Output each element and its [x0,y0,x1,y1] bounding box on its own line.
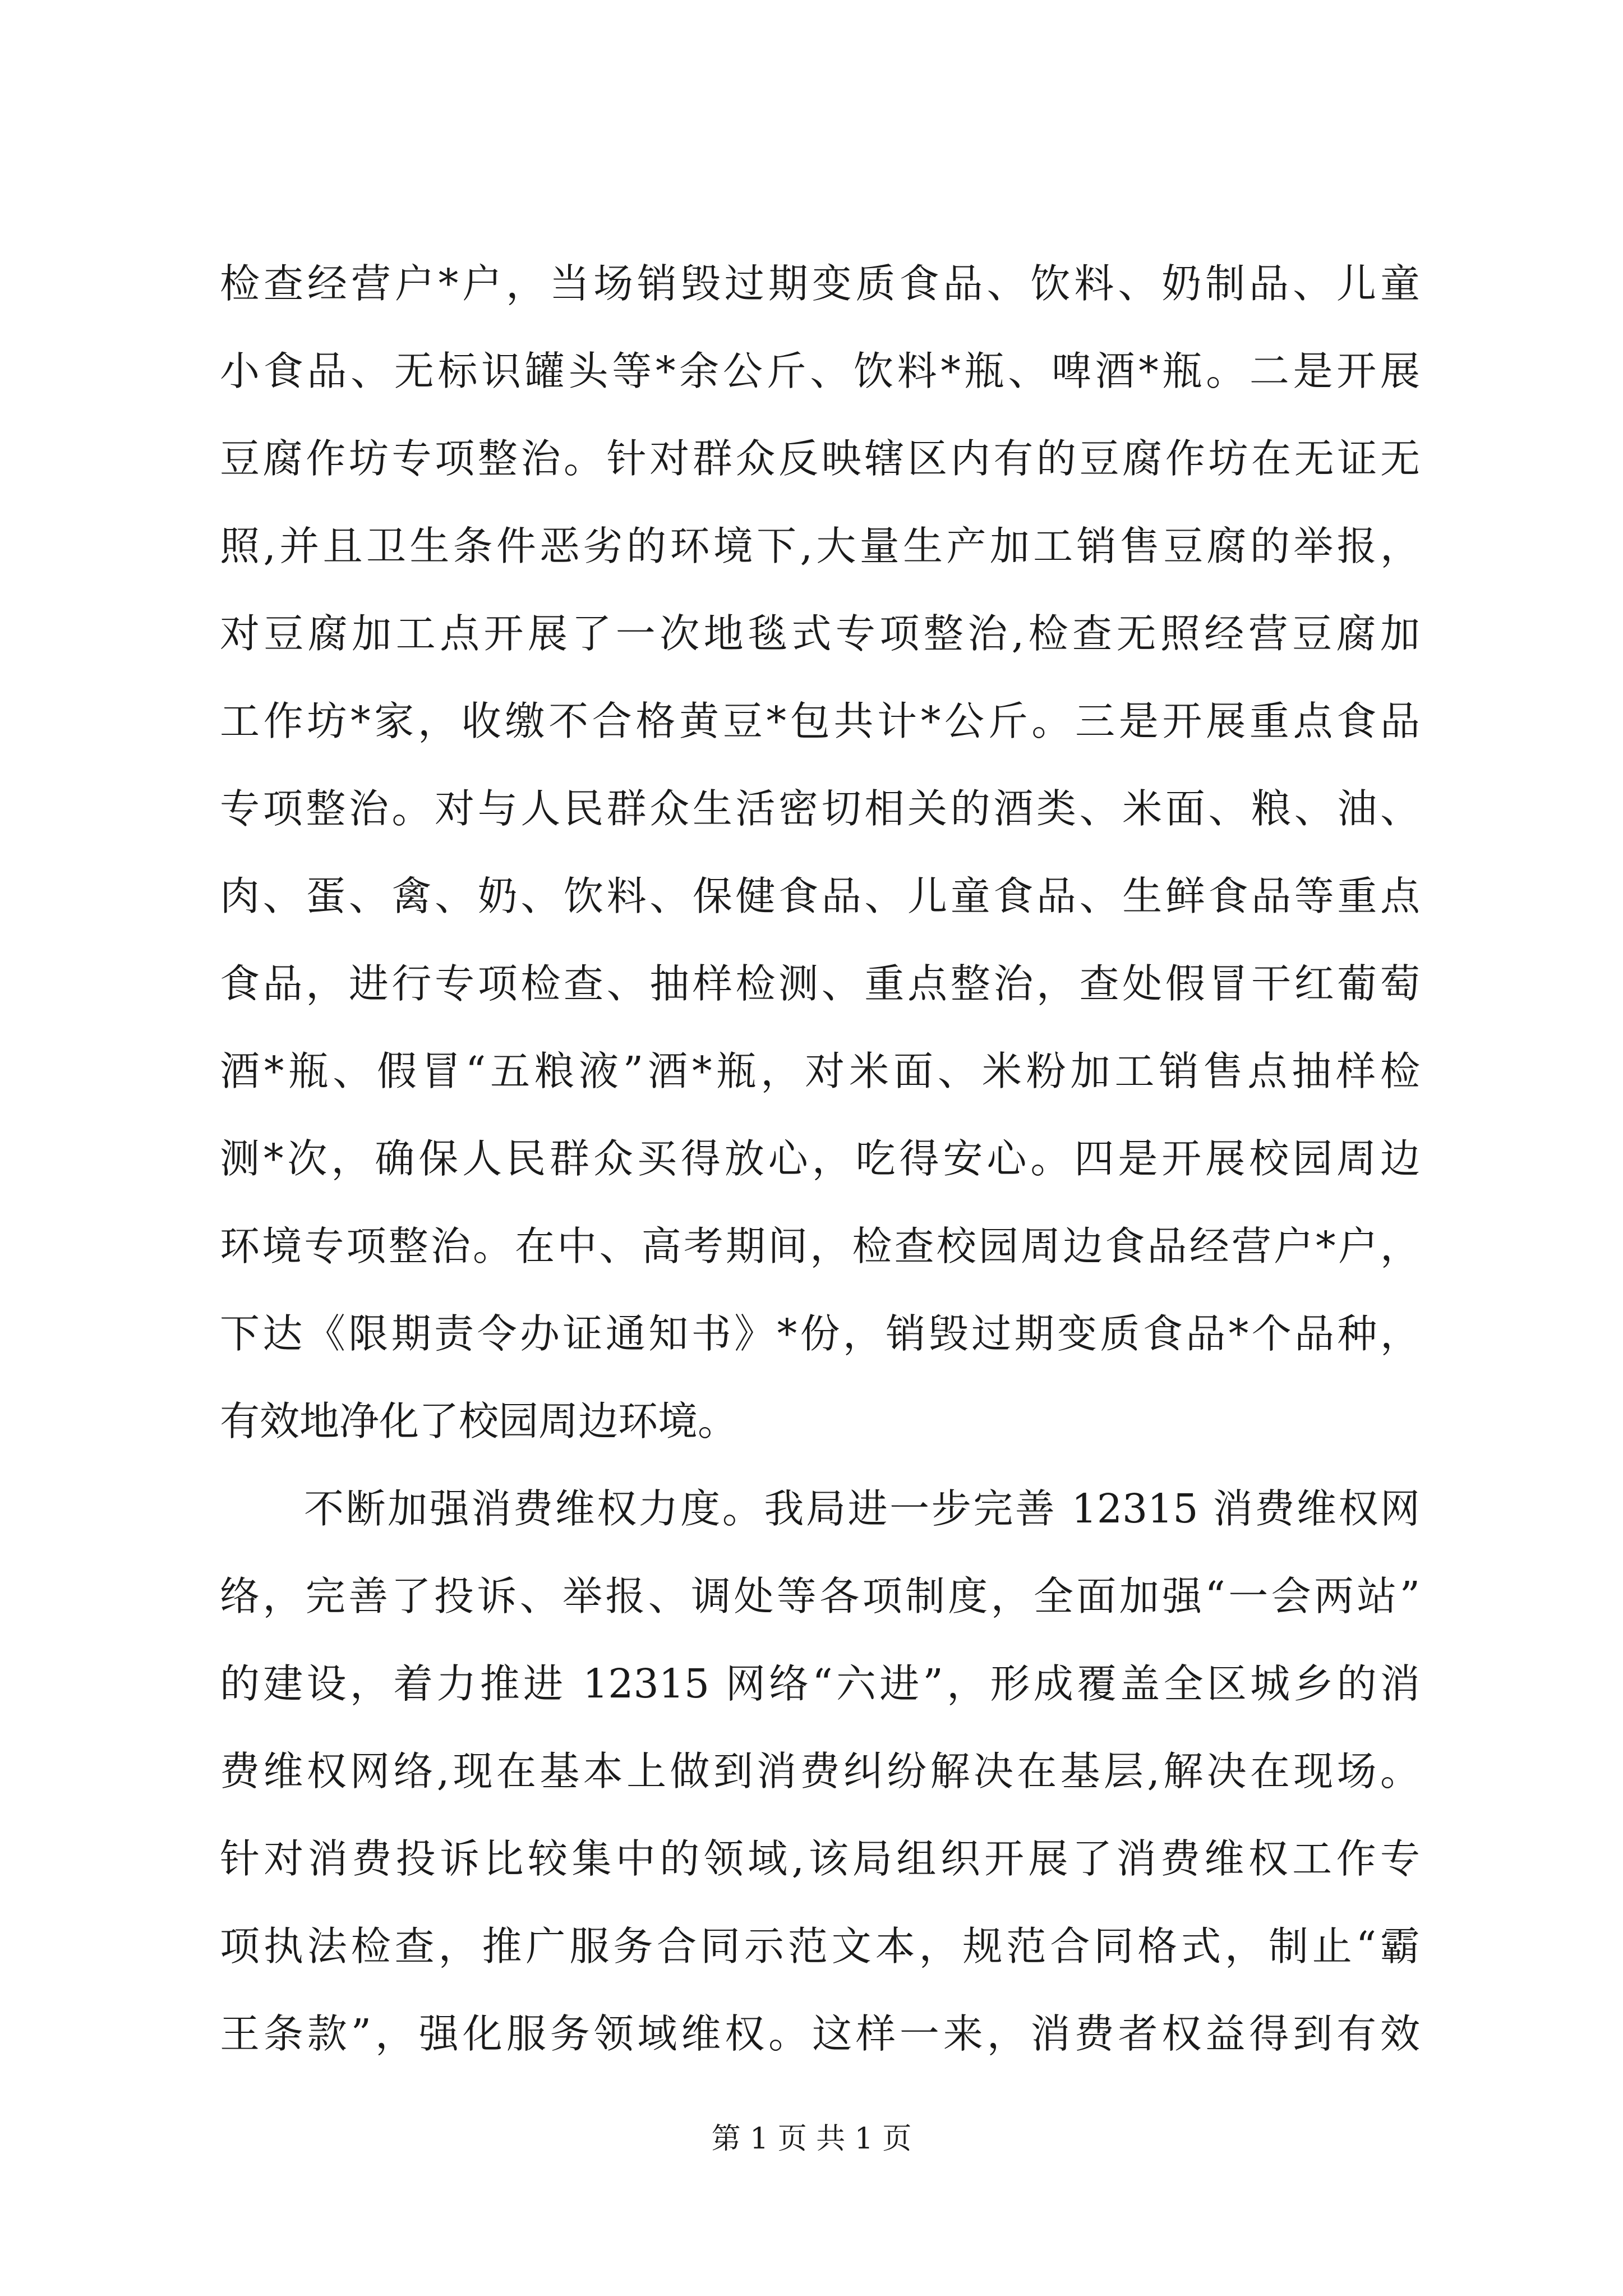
text-line: 豆腐作坊专项整治。针对群众反映辖区内有的豆腐作坊在无证无 [220,435,1420,482]
text-line: 食品，进行专项检查、抽样检测、重点整治，查处假冒干红葡萄 [220,960,1420,1007]
text-line: 检查经营户*户，当场销毁过期变质食品、饮料、奶制品、儿童 [220,260,1420,307]
text-line: 工作坊*家，收缴不合格黄豆*包共计*公斤。三是开展重点食品 [220,698,1420,744]
text-line: 项执法检查，推广服务合同示范文本，规范合同格式，制止“霸 [220,1923,1420,1970]
text-line: 环境专项整治。在中、高考期间，检查校园周边食品经营户*户， [220,1223,1420,1269]
text-line: 络，完善了投诉、举报、调处等各项制度，全面加强“一会两站” [220,1573,1420,1619]
text-line: 对豆腐加工点开展了一次地毯式专项整治,检查无照经营豆腐加 [220,610,1420,657]
page-footer: 第 1 页 共 1 页 [711,2122,912,2156]
text-line: 费维权网络,现在基本上做到消费纠纷解决在基层,解决在现场。 [220,1748,1420,1795]
text-line: 照,并且卫生条件恶劣的环境下,大量生产加工销售豆腐的举报， [220,523,1420,569]
paragraph-first-line: 不断加强消费维权力度。我局进一步完善 12315 消费维权网 [304,1485,1420,1532]
text-line: 测*次，确保人民群众买得放心，吃得安心。四是开展校园周边 [220,1135,1420,1182]
text-line: 王条款”，强化服务领域维权。这样一来，消费者权益得到有效 [220,2010,1420,2057]
text-line: 针对消费投诉比较集中的领域,该局组织开展了消费维权工作专 [220,1835,1420,1882]
text-line: 小食品、无标识罐头等*余公斤、饮料*瓶、啤酒*瓶。二是开展 [220,348,1420,394]
text-line: 酒*瓶、假冒“五粮液”酒*瓶，对米面、米粉加工销售点抽样检 [220,1048,1420,1094]
text-line: 专项整治。对与人民群众生活密切相关的酒类、米面、粮、油、 [220,785,1420,832]
text-line: 下达《限期责令办证通知书》*份，销毁过期变质食品*个品种， [220,1310,1420,1357]
document-body [220,240,1420,2078]
text-line: 的建设，着力推进 12315 网络“六进”，形成覆盖全区城乡的消 [220,1660,1420,1707]
text-line: 有效地净化了校园周边环境。 [220,1398,738,1444]
text-line: 肉、蛋、禽、奶、饮料、保健食品、儿童食品、生鲜食品等重点 [220,873,1420,919]
